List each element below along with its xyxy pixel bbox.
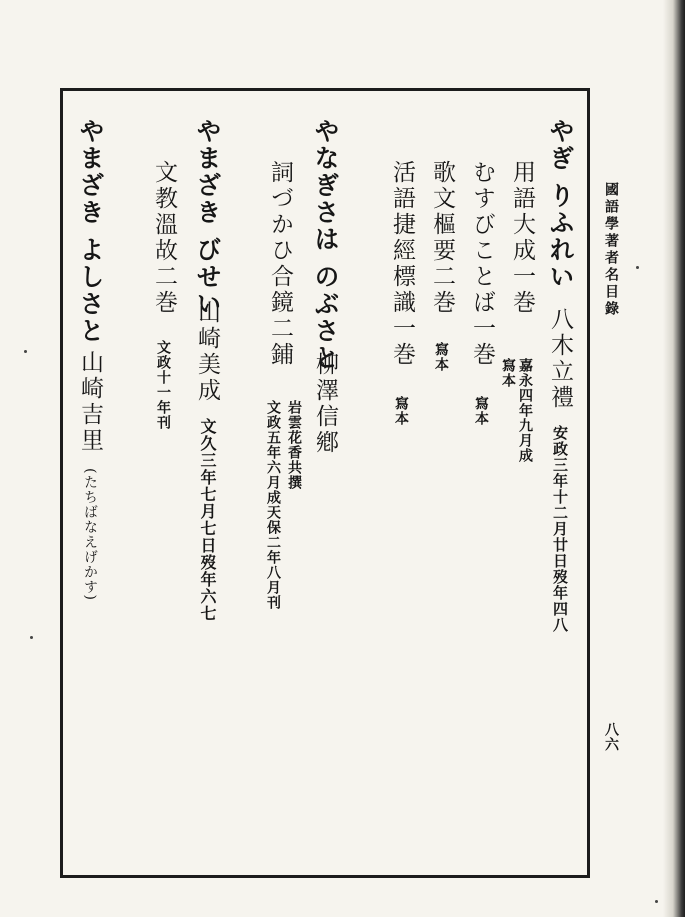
work-note: 岩雲花香共撰	[286, 400, 302, 490]
work-note: 寫本	[433, 342, 449, 372]
author-kana-yagi: やぎ りふれい	[546, 118, 575, 291]
author-yamazaki-bisei-name-line	[195, 300, 218, 622]
author-kanji-yagi: 八木立禮	[547, 307, 573, 411]
work-note: 寫本	[473, 396, 489, 426]
scan-speck	[655, 900, 658, 903]
author-dates-yagi: 安政三年十二月廿日歿年四八	[551, 425, 569, 633]
scan-speck	[30, 636, 33, 639]
book-spine-shadow	[663, 0, 685, 917]
work-note: 寫本	[500, 358, 516, 388]
work-title: 用語大成一巻	[509, 160, 535, 316]
scan-speck	[24, 350, 27, 353]
author-kanji-yamazaki-bisei: 山崎美成	[194, 300, 220, 404]
work-title: むすびことば一巻	[469, 160, 495, 368]
author-kana-yanagisawa: やなぎさは のぶさと	[311, 118, 340, 372]
author-yamazaki-yoshisato-name-line	[78, 350, 101, 601]
work-note: 嘉永四年九月成	[517, 358, 533, 463]
running-head: 國語學著者名目錄	[603, 182, 619, 318]
work-title: 活語捷經標識一巻	[389, 160, 415, 368]
work-title: 詞づかひ合鏡二鋪	[267, 160, 293, 368]
author-dates-yamazaki-bisei: 文久三年七月七日歿年六七	[198, 418, 217, 622]
author-kana-yamazaki-bisei: やまざき びせい	[193, 118, 222, 318]
author-yagi-name-line	[548, 307, 571, 633]
author-kana-yamazaki-yoshisato: やまざき よしさと	[76, 118, 105, 345]
scan-speck	[636, 266, 639, 269]
work-note: 文政十一年刊	[155, 340, 171, 430]
author-reading-yamazaki-yoshisato: (たちばなえげかす)	[82, 468, 98, 601]
page-number: 八六	[603, 722, 619, 752]
work-note: 文政五年六月成天保二年八月刊	[265, 400, 281, 610]
work-title: 歌文樞要二巻	[429, 160, 455, 316]
work-note: 寫本	[393, 396, 409, 426]
author-kanji-yanagisawa: 柳澤信鄕	[312, 352, 338, 456]
author-kanji-yamazaki-yoshisato: 山崎吉里	[77, 350, 103, 454]
work-title: 文教溫故二巻	[151, 160, 177, 316]
